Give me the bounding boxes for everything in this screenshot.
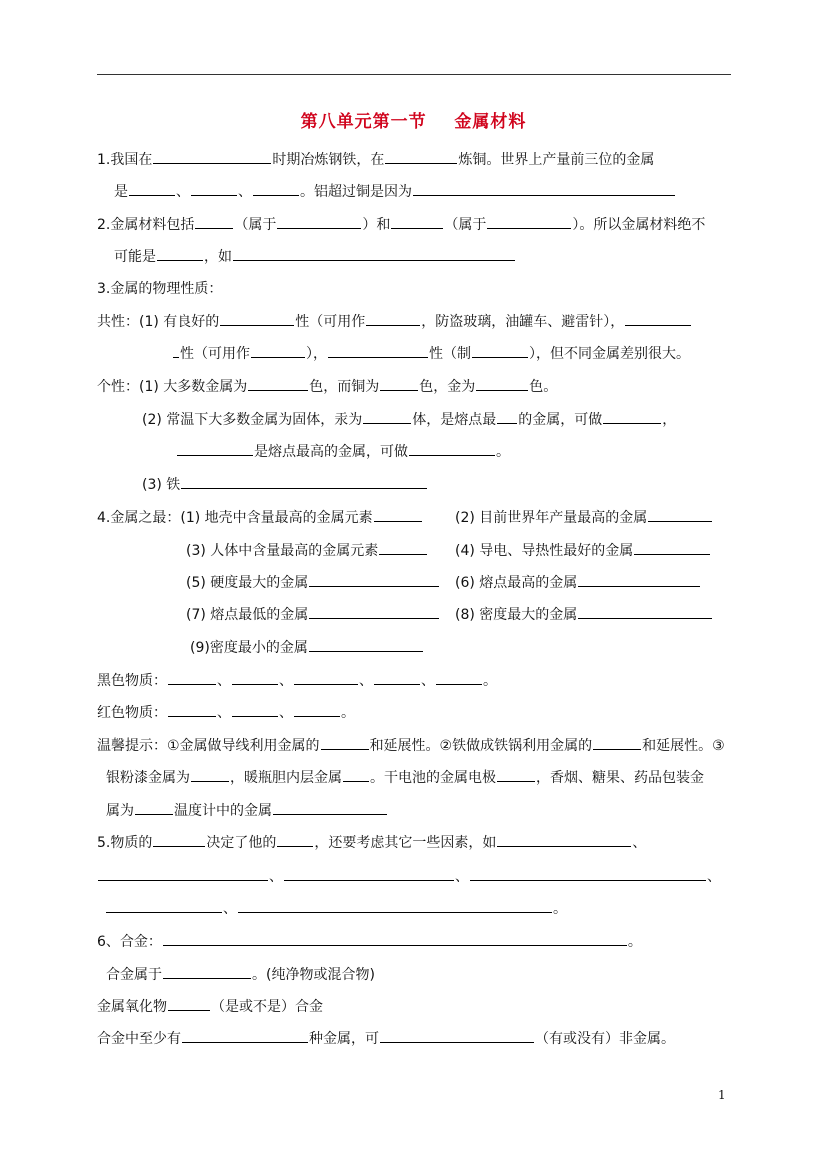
blank[interactable] xyxy=(182,1028,308,1043)
q4-line-5: (9)密度最小的金属 xyxy=(190,637,424,658)
q3-common-line-2: 性（可用作 ）， 性（制 ），但不同金属差别很大。 xyxy=(172,343,690,364)
blank[interactable] xyxy=(135,800,173,815)
black-substances: 黑色物质： 、 、 、 、 。 xyxy=(97,670,497,691)
q6-line-1: 6、合金： 。 xyxy=(97,931,642,952)
q3-heading: 3.金属的物理性质： xyxy=(97,281,223,297)
blank[interactable] xyxy=(168,670,216,685)
blank[interactable] xyxy=(343,767,369,782)
blank[interactable] xyxy=(374,670,420,685)
blank[interactable] xyxy=(593,735,641,750)
blank[interactable] xyxy=(309,572,439,587)
q3-individual-line-4: (3) 铁 xyxy=(142,474,428,495)
blank[interactable] xyxy=(648,507,712,522)
blank[interactable] xyxy=(578,604,712,619)
tip-line-1: 温馨提示：①金属做导线利用金属的 和延展性。②铁做成铁锅利用金属的 和延展性。③ xyxy=(97,735,725,756)
blank[interactable] xyxy=(163,931,627,946)
blank[interactable] xyxy=(603,409,661,424)
blank[interactable] xyxy=(328,343,428,358)
blank[interactable] xyxy=(273,800,387,815)
q5-line-3: 、 。 xyxy=(105,898,567,919)
blank[interactable] xyxy=(168,702,216,717)
q3-individual-line-1: 个性：(1) 大多数金属为 色，而铜为 色，金为 色。 xyxy=(97,376,557,397)
blank[interactable] xyxy=(436,670,482,685)
q1-line-2: 是 、 、 。铝超过铜是因为 xyxy=(114,181,676,202)
blank[interactable] xyxy=(195,214,233,229)
blank[interactable] xyxy=(309,637,423,652)
q2-line-1: 2.金属材料包括 （属于 ）和 （属于 ）。所以金属材料绝不 xyxy=(97,214,705,235)
blank[interactable] xyxy=(157,246,203,261)
blank[interactable] xyxy=(321,735,369,750)
blank[interactable] xyxy=(177,441,253,456)
blank[interactable] xyxy=(153,832,205,847)
q6-line-2: 合金属于 。(纯净物或混合物) xyxy=(106,964,375,985)
blank[interactable] xyxy=(379,540,427,555)
blank[interactable] xyxy=(366,311,420,326)
blank[interactable] xyxy=(98,866,268,881)
blank[interactable] xyxy=(191,767,229,782)
blank[interactable] xyxy=(409,441,495,456)
blank[interactable] xyxy=(191,181,237,196)
blank[interactable] xyxy=(363,409,411,424)
q6-line-3: 金属氧化物 （是或不是）合金 xyxy=(97,996,323,1017)
blank[interactable] xyxy=(277,214,361,229)
blank[interactable] xyxy=(476,376,528,391)
blank[interactable] xyxy=(487,214,571,229)
q4-line-4b: (8) 密度最大的金属 xyxy=(455,604,713,625)
blank[interactable] xyxy=(294,670,358,685)
page-title: 第八单元第一节 金属材料 xyxy=(300,112,527,132)
q6-line-4: 合金中至少有 种金属，可 （有或没有）非金属。 xyxy=(97,1028,675,1049)
blank[interactable] xyxy=(253,181,299,196)
blank[interactable] xyxy=(232,702,278,717)
q3-individual-line-2: (2) 常温下大多数金属为固体，汞为 体，是熔点最 的金属，可做 ， xyxy=(142,409,676,430)
tip-line-2: 银粉漆金属为 ，暖瓶胆内层金属 。干电池的金属电极 ，香烟、糖果、药品包装金 xyxy=(106,767,704,788)
blank[interactable] xyxy=(232,670,278,685)
blank[interactable] xyxy=(380,376,418,391)
q3-common-line-1: 共性：(1) 有良好的 性（可用作 ，防盗玻璃，油罐车、避雷针）， xyxy=(97,311,692,332)
blank[interactable] xyxy=(173,343,179,358)
q1-line-1: 1.我国在 时期冶炼钢铁，在 炼铜。世界上产量前三位的金属 xyxy=(97,149,654,170)
blank[interactable] xyxy=(277,832,313,847)
blank[interactable] xyxy=(168,996,210,1011)
blank[interactable] xyxy=(163,964,251,979)
blank[interactable] xyxy=(238,898,552,913)
tip-line-3: 属为 温度计中的金属 xyxy=(106,800,388,821)
blank[interactable] xyxy=(578,572,700,587)
blank[interactable] xyxy=(385,149,457,164)
blank[interactable] xyxy=(625,311,691,326)
red-substances: 红色物质： 、 、 。 xyxy=(97,702,355,723)
page-number: 1 xyxy=(718,1088,726,1102)
q4-line-2b: (4) 导电、导热性最好的金属 xyxy=(455,540,711,561)
blank[interactable] xyxy=(470,866,706,881)
blank[interactable] xyxy=(380,1028,534,1043)
blank[interactable] xyxy=(497,409,517,424)
blank[interactable] xyxy=(233,246,515,261)
q4-line-4: (7) 熔点最低的金属 xyxy=(186,604,440,625)
blank[interactable] xyxy=(106,898,222,913)
blank[interactable] xyxy=(374,507,422,522)
q4-line-2: (3) 人体中含量最高的金属元素 xyxy=(186,540,428,561)
q5-line-2: 、 、 、 xyxy=(97,866,721,887)
blank[interactable] xyxy=(284,866,454,881)
blank[interactable] xyxy=(309,604,439,619)
q3-individual-line-3: 是熔点最高的金属，可做 。 xyxy=(176,441,510,462)
blank[interactable] xyxy=(497,832,631,847)
blank[interactable] xyxy=(181,474,427,489)
q4-line-3: (5) 硬度最大的金属 xyxy=(186,572,440,593)
blank[interactable] xyxy=(248,376,308,391)
blank[interactable] xyxy=(497,767,535,782)
q2-line-2: 可能是 ，如 xyxy=(114,246,516,267)
blank[interactable] xyxy=(129,181,175,196)
blank[interactable] xyxy=(413,181,675,196)
blank[interactable] xyxy=(634,540,710,555)
q4-line-3b: (6) 熔点最高的金属 xyxy=(455,572,701,593)
blank[interactable] xyxy=(294,702,340,717)
blank[interactable] xyxy=(472,343,528,358)
blank[interactable] xyxy=(220,311,294,326)
header-rule xyxy=(97,74,731,75)
blank[interactable] xyxy=(391,214,443,229)
blank[interactable] xyxy=(251,343,305,358)
q4-line-1b: (2) 目前世界年产量最高的金属 xyxy=(455,507,713,528)
q4-line-1: 4.金属之最：(1) 地壳中含量最高的金属元素 xyxy=(97,507,423,528)
q5-line-1: 5.物质的 决定了他的 ，还要考虑其它一些因素，如 、 xyxy=(97,832,646,853)
blank[interactable] xyxy=(153,149,271,164)
